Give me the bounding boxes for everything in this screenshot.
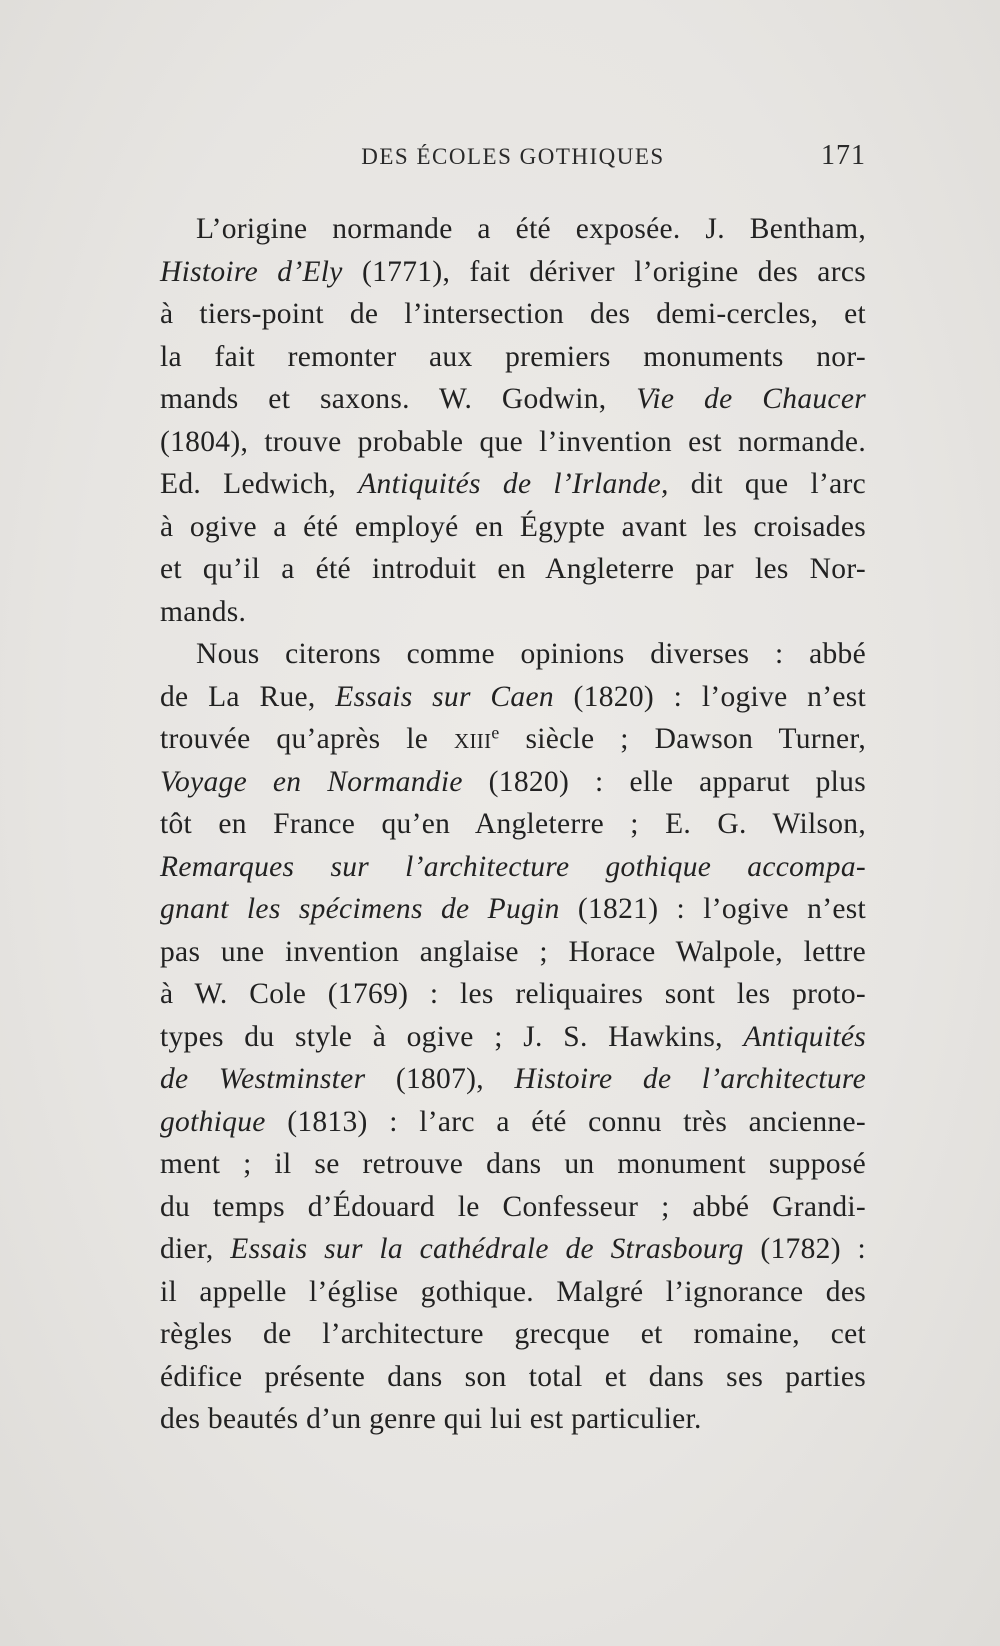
text-line [160, 846, 866, 889]
text-run: du temps d’Édouard le Confesseur ; abbé Grandi- [160, 1190, 866, 1223]
text-run: siècle ; Dawson Turner, [499, 723, 866, 755]
italic-text: gnant les spécimens de Pugin [160, 893, 560, 925]
italic-text: Antiquités [743, 1020, 866, 1053]
text-line [160, 251, 866, 294]
text-run: types du style à ogive ; J. S. Hawkins, [160, 1020, 744, 1053]
text-run: (1821) : l’ogive n’est [559, 893, 866, 925]
text-line [160, 718, 866, 761]
text-run: mands. [160, 595, 247, 628]
text-run: trouvée qu’après le [160, 723, 455, 755]
text-line [160, 548, 866, 591]
text-line [160, 1271, 866, 1314]
text-line [160, 1313, 866, 1356]
text-run: L’origine normande a été exposée. J. Bentham, [196, 213, 866, 245]
italic-text: Voyage en Normandie [160, 765, 463, 798]
text-run: (1807), [365, 1063, 515, 1095]
italic-text: Antiquités de l’Irlande, [358, 468, 669, 500]
text-run: à ogive a été employé en Égypte avant les croisades [160, 510, 866, 543]
text-run: Ed. Ledwich, [160, 468, 359, 500]
text-line [160, 973, 866, 1016]
text-line [160, 506, 866, 549]
text-line [160, 1143, 866, 1186]
text-run: (1820) : elle apparut plus [462, 765, 867, 798]
text-run: il appelle l’église gothique. Malgré l’ignorance des [160, 1275, 866, 1308]
running-title: DES ÉCOLES GOTHIQUES [361, 144, 665, 169]
italic-text: Remarques sur l’architecture gothique accompa- [160, 850, 866, 883]
text-line [160, 1356, 866, 1399]
text-run: xiii [454, 723, 492, 755]
text-run: (1782) : [743, 1233, 867, 1265]
text-run: dier, [160, 1233, 231, 1265]
text-line [160, 931, 866, 974]
text-line [160, 336, 866, 379]
text-run: à tiers-point de l’intersection des demi-cercles, et [160, 298, 866, 330]
text-line [160, 888, 866, 931]
text-run: (1820) : l’ogive n’est [553, 680, 867, 713]
text-run: (1804), trouve probable que l’invention est normande. [160, 425, 866, 458]
text-run: tôt en France qu’en Angleterre ; E. G. Wilson, [160, 808, 866, 840]
text-run: pas une invention anglaise ; Horace Walpole, lettre [160, 935, 866, 968]
text-run: dit que l’arc [668, 468, 866, 500]
text-run: e [491, 722, 500, 743]
text-line [160, 803, 866, 846]
text-line [160, 463, 866, 506]
italic-text: Histoire d’Ely [160, 255, 343, 288]
text-line [160, 421, 866, 464]
text-line [160, 208, 866, 251]
text-line [160, 1186, 866, 1229]
text-line [160, 293, 866, 336]
italic-text: Vie de Chaucer [636, 383, 866, 415]
text-run: mands et saxons. W. Godwin, [160, 383, 637, 415]
text-line [160, 633, 866, 676]
text-run: ment ; il se retrouve dans un monument supposé [160, 1148, 866, 1180]
text-line [160, 1101, 866, 1144]
page-number: 171 [821, 140, 866, 171]
text-run: et qu’il a été introduit en Angleterre par les Nor- [160, 553, 866, 585]
paragraph [160, 633, 866, 1441]
text-line [160, 1228, 866, 1271]
italic-text: de Westminster [160, 1063, 366, 1095]
text-run: la fait remonter aux premiers monuments nor- [160, 340, 866, 373]
text-line [160, 761, 866, 804]
italic-text: Essais sur Caen [335, 680, 554, 713]
italic-text: Histoire de l’architecture [514, 1063, 867, 1095]
text-run: Nous citerons comme opinions diverses : abbé [196, 638, 866, 670]
text-run: (1771), fait dériver l’origine des arcs [342, 255, 866, 288]
text-line [160, 1016, 866, 1059]
paragraph [160, 208, 866, 633]
text-line [160, 1398, 866, 1441]
text-run: à W. Cole (1769) : les reliquaires sont les proto- [160, 978, 866, 1010]
text-line [160, 378, 866, 421]
text-body [160, 208, 866, 1441]
text-run: (1813) : l’arc a été connu très ancienne- [265, 1105, 866, 1138]
text-run: règles de l’architecture grecque et romaine, cet [160, 1318, 866, 1350]
text-run: de La Rue, [160, 680, 336, 713]
text-line [160, 1058, 866, 1101]
text-run: des beautés d’un genre qui lui est particulier. [160, 1403, 702, 1435]
italic-text: Essais sur la cathédrale de Strasbourg [230, 1233, 744, 1265]
page-header [160, 140, 866, 184]
text-run: édifice présente dans son total et dans ses parties [160, 1360, 866, 1393]
text-line [160, 591, 866, 634]
text-line [160, 676, 866, 719]
italic-text: gothique [160, 1105, 266, 1138]
